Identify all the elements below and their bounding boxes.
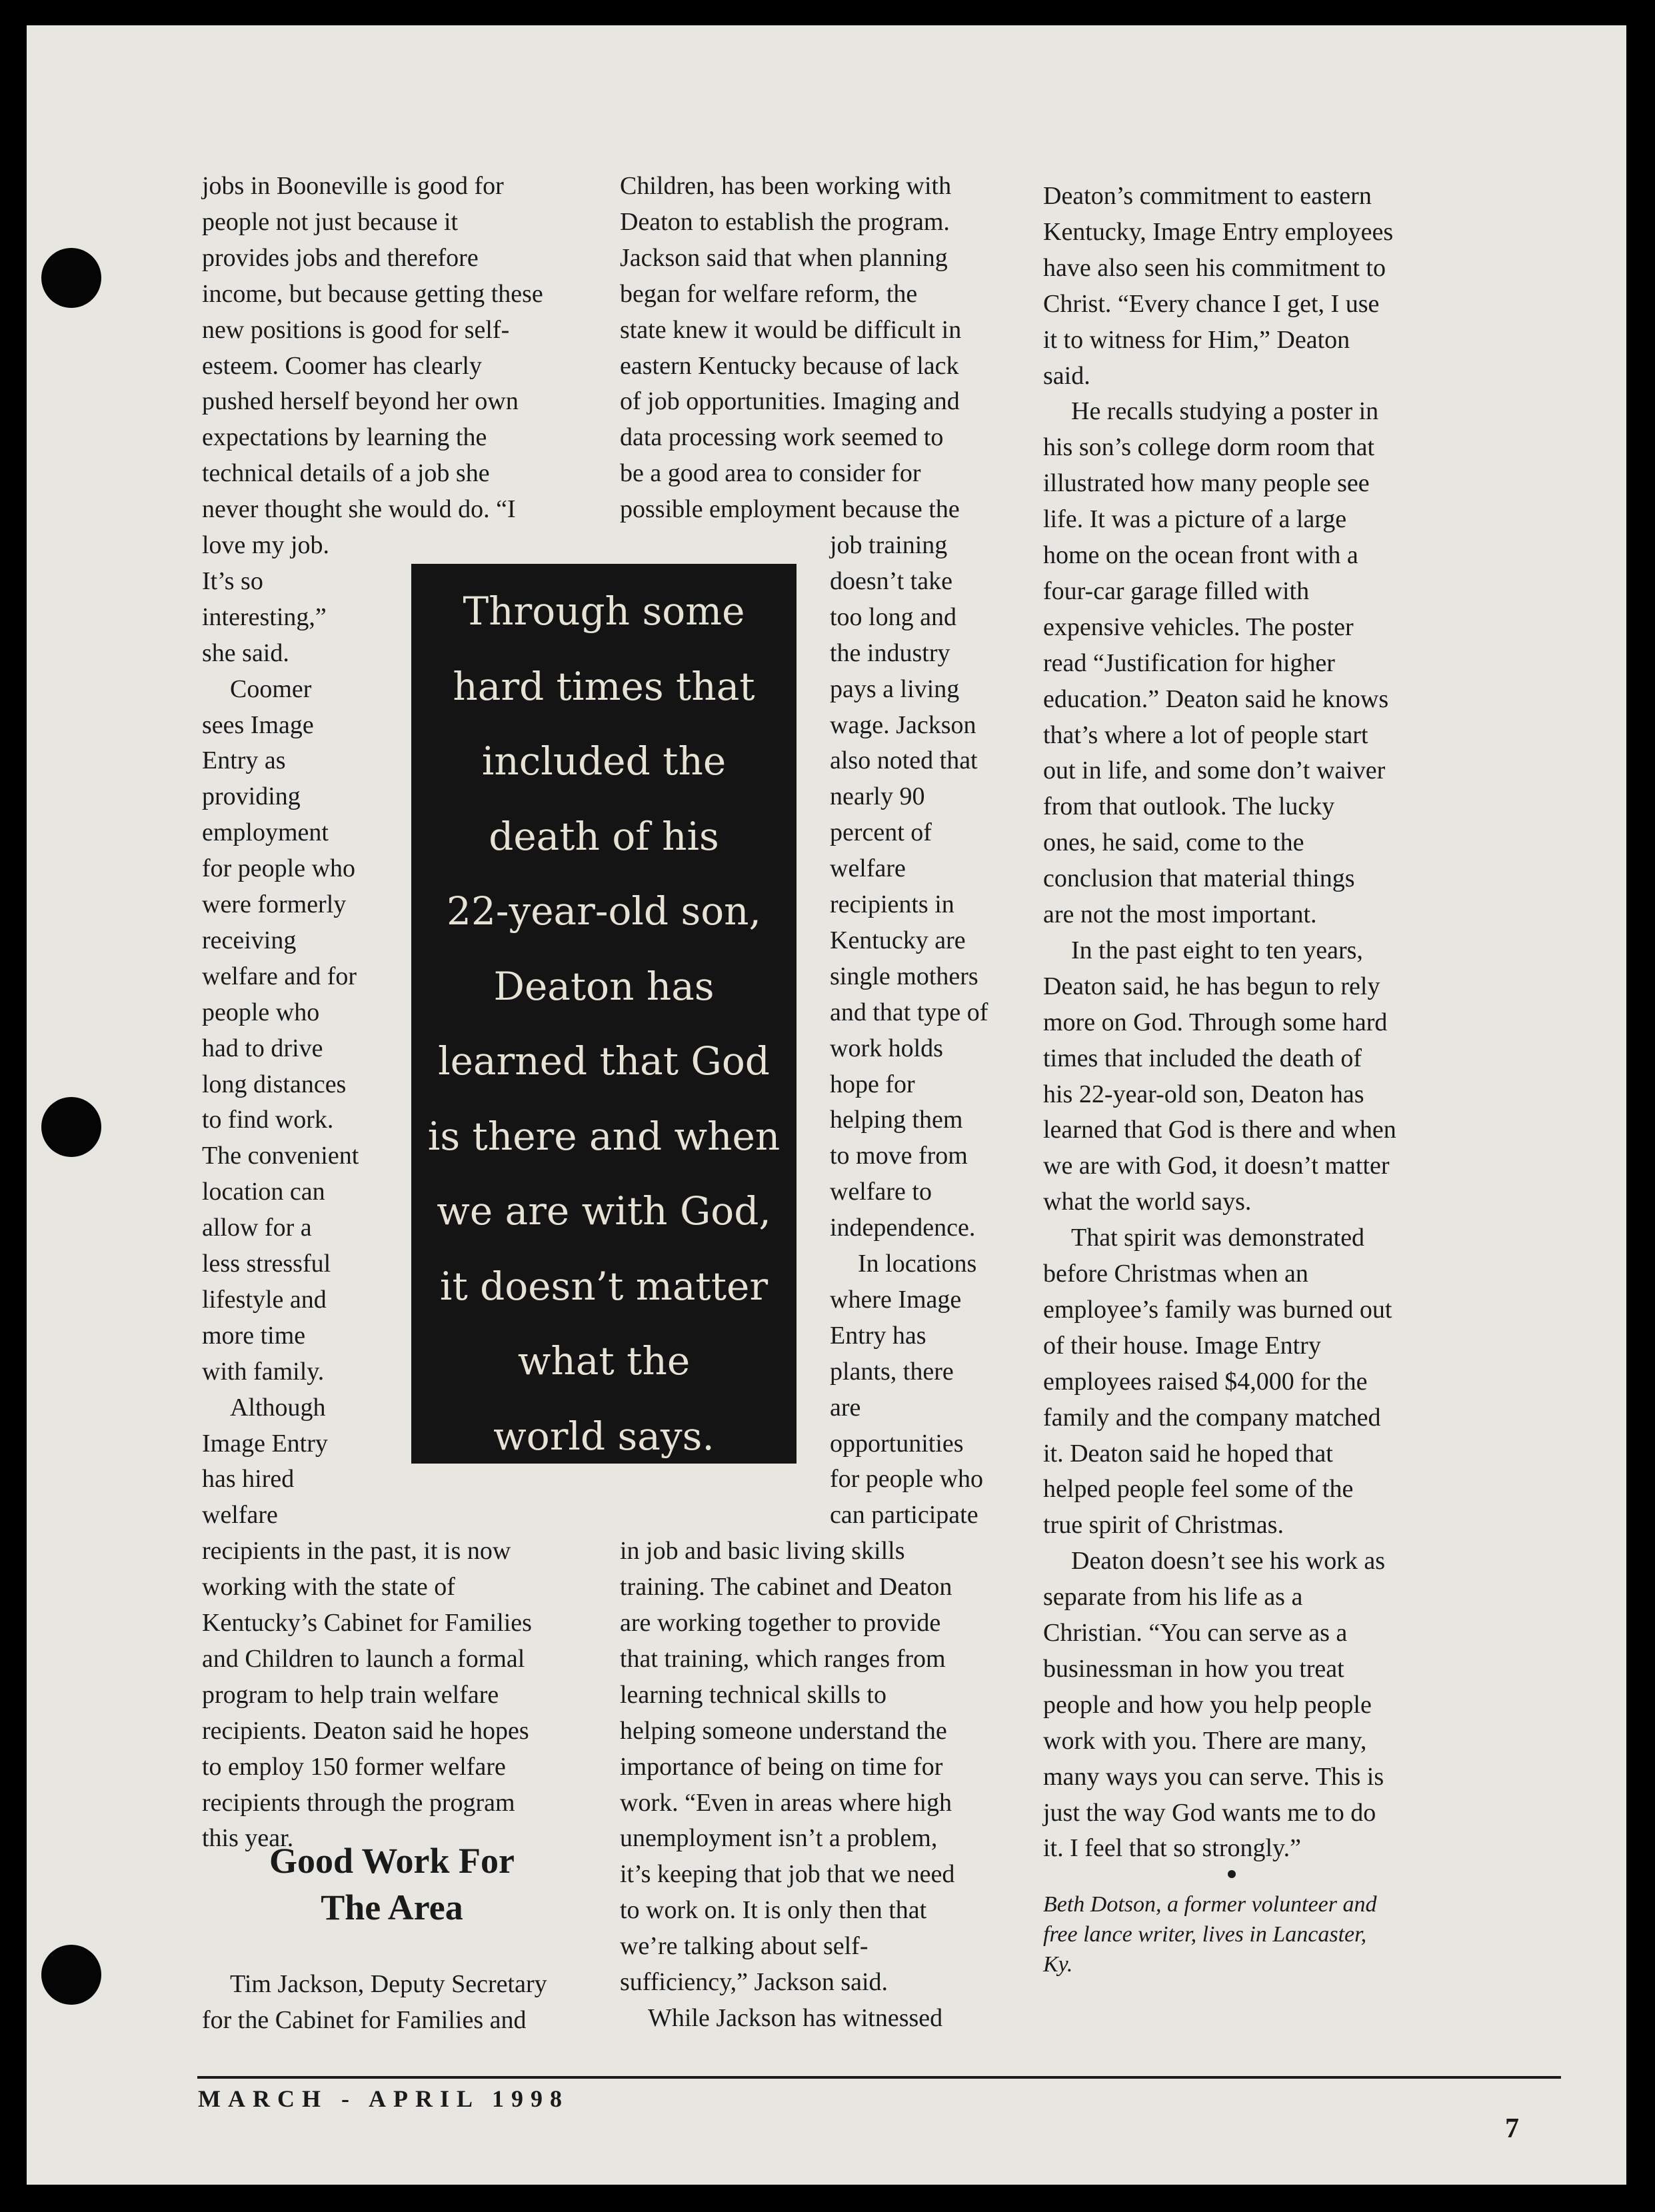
text-line: ones, he said, come to the [1043, 828, 1304, 857]
binder-hole-top [41, 248, 101, 308]
text-line: Jackson said that when planning [620, 243, 948, 272]
text-line: Children, has been working with [620, 172, 952, 200]
text-line: before Christmas when an [1043, 1260, 1308, 1288]
text-line: life. It was a picture of a large [1043, 505, 1347, 534]
text-line: more time [202, 1321, 306, 1350]
text-line: to move from [830, 1142, 968, 1170]
text-line: doesn’t take [830, 566, 952, 595]
text-line: and Children to launch a formal [202, 1644, 525, 1673]
text-line: people and how you help people [1043, 1690, 1372, 1719]
text-line: separate from his life as a [1043, 1583, 1303, 1612]
pull-quote-line: 22-year-old son, [447, 888, 761, 934]
text-line: expectations by learning the [202, 423, 487, 452]
pull-quote-line: hard times that [453, 663, 755, 709]
text-line: long distances [202, 1070, 347, 1098]
text-line: welfare [830, 854, 906, 883]
text-line: plants, there [830, 1357, 954, 1386]
section-heading: The Area [321, 1887, 463, 1927]
text-line: four-car garage filled with [1043, 576, 1310, 605]
text-line: home on the ocean front with a [1043, 541, 1358, 569]
text-line: helping them [830, 1106, 963, 1134]
text-line: Christ. “Every chance I get, I use [1043, 289, 1380, 318]
text-line: recipients in the past, it is now [202, 1537, 511, 1566]
text-line: what the world says. [1043, 1188, 1252, 1216]
text-line: allow for a [202, 1214, 312, 1242]
text-line: it’s keeping that job that we need [620, 1860, 955, 1889]
text-line: possible employment because the [620, 495, 960, 524]
text-line: helping someone understand the [620, 1716, 947, 1745]
text-line: are not the most important. [1043, 900, 1317, 928]
text-line: interesting,” [202, 602, 327, 631]
text-line: where Image [830, 1285, 962, 1314]
page-number: 7 [1505, 2113, 1519, 2144]
text-line: said. [1043, 361, 1090, 390]
text-line: In locations [858, 1250, 977, 1278]
text-line: unemployment isn’t a problem, [620, 1824, 938, 1853]
text-line: people who [202, 998, 320, 1026]
text-line: for people who [830, 1465, 984, 1494]
text-line: expensive vehicles. The poster [1043, 612, 1354, 641]
text-line: people not just because it [202, 207, 459, 236]
pull-quote-line: it doesn’t matter [439, 1263, 769, 1309]
text-line: love my job. [202, 531, 330, 559]
text-line: welfare to [830, 1178, 932, 1206]
text-line: free lance writer, lives in Lancaster, [1043, 1922, 1367, 1947]
pull-quote-line: included the [481, 738, 727, 784]
text-line: jobs in Booneville is good for [202, 172, 504, 200]
text-line: sees Image [202, 710, 314, 739]
footer-rule [197, 2076, 1561, 2079]
text-line: esteem. Coomer has clearly [202, 351, 482, 380]
text-line: be a good area to consider for [620, 459, 921, 488]
text-line: Ky. [1043, 1952, 1073, 1977]
text-line: also noted that [830, 746, 978, 775]
text-line: receiving [202, 926, 297, 954]
text-line: are [830, 1393, 861, 1422]
text-line: of their house. Image Entry [1043, 1331, 1321, 1360]
text-line: employees raised $4,000 for the [1043, 1367, 1368, 1396]
binder-hole-middle [41, 1097, 101, 1157]
text-line: his 22-year-old son, Deaton has [1043, 1080, 1364, 1108]
text-line: and that type of [830, 998, 988, 1026]
text-line: lifestyle and [202, 1285, 327, 1314]
text-line: it to witness for Him,” Deaton [1043, 325, 1350, 354]
text-line: eastern Kentucky because of lack [620, 351, 959, 380]
text-line: that’s where a lot of people start [1043, 720, 1368, 749]
text-line: for people who [202, 854, 356, 883]
pull-quote-line: death of his [489, 813, 719, 859]
text-line: In the past eight to ten years, [1071, 936, 1363, 964]
text-line: Entry has [830, 1321, 926, 1350]
text-line: Christian. “You can serve as a [1043, 1619, 1348, 1647]
text-line: welfare and for [202, 962, 357, 990]
text-line: Kentucky are [830, 926, 966, 954]
text-line: Deaton to establish the program. [620, 207, 950, 236]
text-line: helped people feel some of the [1043, 1475, 1354, 1504]
text-line: work. “Even in areas where high [620, 1788, 952, 1817]
text-line: Entry as [202, 746, 286, 775]
text-line: income, but because getting these [202, 279, 543, 308]
text-line: state knew it would be difficult in [620, 315, 962, 344]
text-line: data processing work seemed to [620, 423, 944, 452]
text-line: for the Cabinet for Families and [202, 2005, 527, 2034]
text-line: Kentucky, Image Entry employees [1043, 217, 1394, 246]
text-line: recipients in [830, 890, 954, 918]
text-line: Kentucky’s Cabinet for Families [202, 1609, 532, 1637]
text-line: of job opportunities. Imaging and [620, 387, 960, 416]
pull-quote-line: is there and when [427, 1113, 781, 1159]
text-line: Beth Dotson, a former volunteer and [1043, 1892, 1377, 1917]
text-line: learning technical skills to [620, 1680, 886, 1709]
text-line: It’s so [202, 566, 263, 595]
text-line: training. The cabinet and Deaton [620, 1573, 952, 1602]
text-line: wage. Jackson [830, 710, 976, 739]
text-line: employment [202, 818, 329, 847]
pull-quote-line: we are with God, [437, 1188, 771, 1234]
text-line: the industry [830, 638, 950, 667]
text-line: conclusion that material things [1043, 864, 1355, 893]
text-line: Deaton’s commitment to eastern [1043, 182, 1372, 210]
text-line: Tim Jackson, Deputy Secretary [230, 1970, 547, 1998]
text-line: nearly 90 [830, 782, 925, 811]
text-line: hope for [830, 1070, 915, 1098]
text-line: with family. [202, 1357, 325, 1386]
text-line: percent of [830, 818, 932, 847]
text-line: are working together to provide [620, 1609, 941, 1637]
text-line: pays a living [830, 674, 960, 703]
text-line: we’re talking about self- [620, 1932, 868, 1961]
end-of-article-bullet [1228, 1870, 1236, 1878]
text-line: true spirit of Christmas. [1043, 1511, 1284, 1540]
text-line: have also seen his commitment to [1043, 253, 1386, 282]
text-line: Image Entry [202, 1429, 328, 1458]
text-line: education.” Deaton said he knows [1043, 684, 1389, 713]
text-line: began for welfare reform, the [620, 279, 918, 308]
text-line: program to help train welfare [202, 1680, 499, 1709]
text-line: less stressful [202, 1250, 331, 1278]
text-line: work holds [830, 1034, 943, 1062]
text-line: this year. [202, 1824, 294, 1853]
text-line: Deaton doesn’t see his work as [1071, 1547, 1386, 1576]
text-line: Coomer [230, 674, 312, 703]
text-line: it. I feel that so strongly.” [1043, 1834, 1301, 1863]
text-line: While Jackson has witnessed [648, 2003, 943, 2032]
text-line: welfare [202, 1501, 278, 1530]
text-line: from that outlook. The lucky [1043, 792, 1335, 821]
text-line: family and the company matched [1043, 1403, 1381, 1432]
text-line: we are with God, it doesn’t matter [1043, 1152, 1390, 1180]
text-line: can participate [830, 1501, 978, 1530]
issue-date: MARCH - APRIL 1998 [198, 2085, 569, 2112]
text-line: to find work. [202, 1106, 334, 1134]
pull-quote-line: what the [517, 1338, 691, 1384]
text-line: had to drive [202, 1034, 323, 1062]
text-line: to work on. It is only then that [620, 1896, 927, 1925]
section-heading: Good Work For [269, 1841, 515, 1881]
text-line: single mothers [830, 962, 978, 990]
text-line: were formerly [202, 890, 347, 918]
text-line: his son’s college dorm room that [1043, 433, 1375, 462]
text-line: learned that God is there and when [1043, 1116, 1396, 1144]
pull-quote-box [411, 564, 797, 1464]
text-line: location can [202, 1178, 325, 1206]
text-line: businessman in how you treat [1043, 1654, 1344, 1683]
text-line: recipients through the program [202, 1788, 515, 1817]
text-line: employee’s family was burned out [1043, 1295, 1392, 1324]
pull-quote-line: Through some [463, 588, 745, 634]
text-line: read “Justification for higher [1043, 648, 1335, 677]
text-line: she said. [202, 638, 289, 667]
text-line: independence. [830, 1214, 976, 1242]
text-line: opportunities [830, 1429, 964, 1458]
text-line: Deaton said, he has begun to rely [1043, 972, 1380, 1000]
text-line: new positions is good for self- [202, 315, 510, 344]
text-line: that training, which ranges from [620, 1644, 946, 1673]
text-line: recipients. Deaton said he hopes [202, 1716, 529, 1745]
text-line: He recalls studying a poster in [1071, 397, 1379, 426]
text-line: just the way God wants me to do [1043, 1798, 1376, 1827]
text-line: has hired [202, 1465, 295, 1494]
pull-quote-line: Deaton has [493, 963, 715, 1009]
text-line: Although [230, 1393, 326, 1422]
text-line: out in life, and some don’t waiver [1043, 756, 1386, 785]
binder-hole-bottom [41, 1945, 101, 2005]
text-line: pushed herself beyond her own [202, 387, 519, 416]
text-line: work with you. There are many, [1043, 1726, 1367, 1755]
text-line: The convenient [202, 1142, 359, 1170]
pull-quote-line: learned that God [438, 1038, 770, 1084]
text-line: many ways you can serve. This is [1043, 1762, 1384, 1791]
text-line: sufficiency,” Jackson said. [620, 1968, 888, 1996]
text-line: working with the state of [202, 1573, 455, 1602]
text-line: That spirit was demonstrated [1071, 1224, 1365, 1252]
text-line: more on God. Through some hard [1043, 1008, 1388, 1036]
text-line: it. Deaton said he hoped that [1043, 1439, 1333, 1468]
text-line: job training [830, 531, 948, 559]
text-line: too long and [830, 602, 956, 631]
magazine-page [27, 25, 1626, 2185]
text-line: importance of being on time for [620, 1752, 943, 1781]
text-line: in job and basic living skills [620, 1537, 905, 1566]
text-line: providing [202, 782, 301, 811]
text-line: provides jobs and therefore [202, 243, 479, 272]
text-line: illustrated how many people see [1043, 469, 1370, 498]
pull-quote-line: world says. [493, 1413, 715, 1459]
text-line: never thought she would do. “I [202, 495, 516, 524]
text-line: technical details of a job she [202, 459, 490, 488]
text-line: times that included the death of [1043, 1044, 1362, 1072]
text-line: to employ 150 former welfare [202, 1752, 506, 1781]
